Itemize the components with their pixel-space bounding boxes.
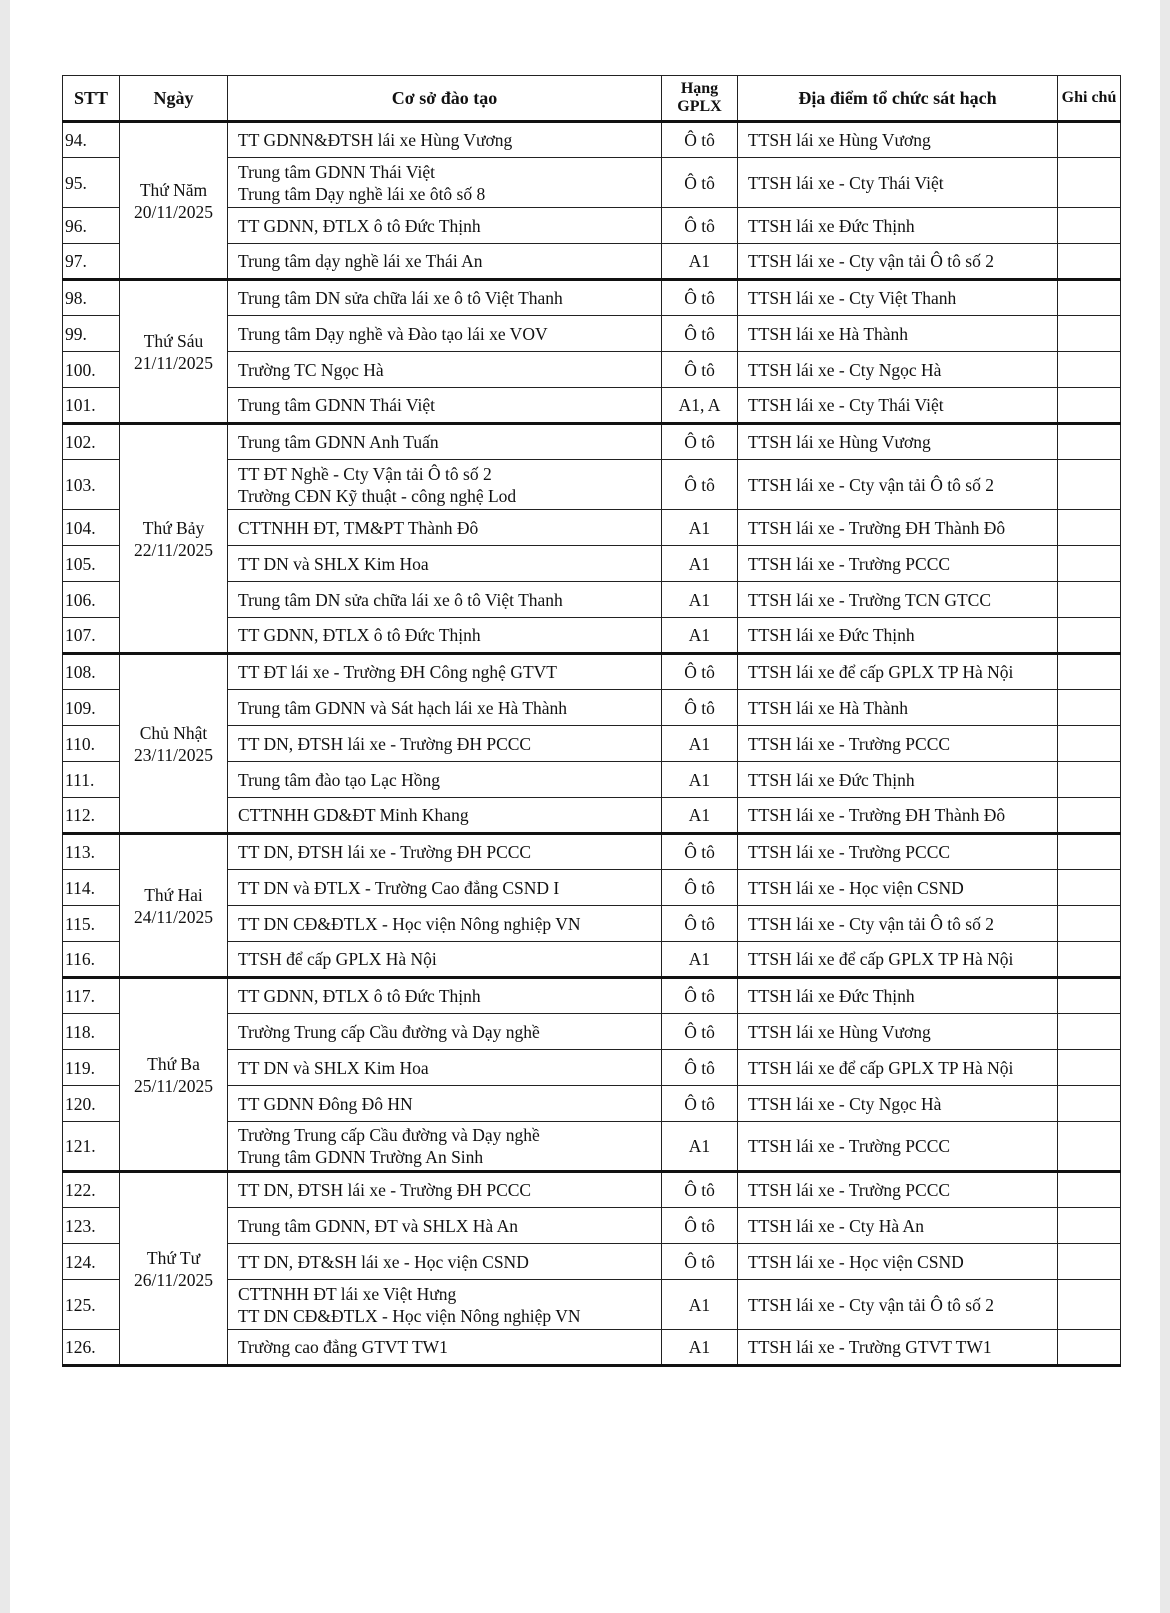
exam-location: TTSH lái xe - Cty Ngọc Hà <box>738 1086 1058 1122</box>
facility-name: Trung tâm dạy nghề lái xe Thái An <box>238 251 483 271</box>
exam-location: TTSH lái xe - Cty vận tải Ô tô số 2 <box>738 460 1058 510</box>
note-cell <box>1058 388 1121 424</box>
license-class: A1 <box>662 726 738 762</box>
table-row <box>63 834 1121 870</box>
facility-cell <box>228 618 662 654</box>
exam-location: TTSH lái xe - Trường PCCC <box>738 1172 1058 1208</box>
facility-cell <box>228 316 662 352</box>
row-stt: 94. <box>63 122 120 158</box>
exam-location: TTSH lái xe - Học viện CSND <box>738 870 1058 906</box>
note-cell <box>1058 1244 1121 1280</box>
date-label: 24/11/2025 <box>133 906 214 927</box>
note-cell <box>1058 1050 1121 1086</box>
table-body <box>63 122 1121 1366</box>
note-cell <box>1058 762 1121 798</box>
facility-name: Trung tâm GDNN Thái Việt <box>238 161 435 182</box>
license-class: A1 <box>662 244 738 280</box>
license-class: Ô tô <box>662 1086 738 1122</box>
facility-name: Trung tâm GDNN và Sát hạch lái xe Hà Thành <box>238 697 568 718</box>
license-class: Ô tô <box>662 834 738 870</box>
facility-cell <box>228 1172 662 1208</box>
day-cell <box>120 654 228 834</box>
license-class: A1 <box>662 510 738 546</box>
facility-cell <box>228 208 662 244</box>
weekday-label: Thứ Tư <box>146 1247 201 1268</box>
note-cell <box>1058 690 1121 726</box>
facility-name: CTTNHH GD&ĐT Minh Khang <box>238 805 469 825</box>
facility-name: Trung tâm Dạy nghề và Đào tạo lái xe VOV <box>238 323 548 344</box>
facility-name: Trung tâm DN sửa chữa lái xe ô tô Việt Thanh <box>238 589 563 610</box>
weekday-label: Thứ Hai <box>144 884 203 905</box>
license-class: Ô tô <box>662 316 738 352</box>
row-stt: 106. <box>63 582 120 618</box>
note-cell <box>1058 316 1121 352</box>
note-cell <box>1058 834 1121 870</box>
exam-location: TTSH lái xe - Cty vận tải Ô tô số 2 <box>738 906 1058 942</box>
facility-name: TT DN, ĐTSH lái xe - Trường ĐH PCCC <box>238 733 532 754</box>
day-cell <box>120 122 228 280</box>
note-cell <box>1058 1208 1121 1244</box>
note-cell <box>1058 906 1121 942</box>
facility-cell <box>228 726 662 762</box>
facility-name: TT DN và SHLX Kim Hoa <box>238 1057 429 1078</box>
note-cell <box>1058 158 1121 208</box>
exam-location: TTSH lái xe để cấp GPLX TP Hà Nội <box>738 942 1058 978</box>
row-stt: 123. <box>63 1208 120 1244</box>
table-row <box>63 280 1121 316</box>
exam-location: TTSH lái xe Hùng Vương <box>738 424 1058 460</box>
license-class: Ô tô <box>662 122 738 158</box>
date-label: 22/11/2025 <box>133 539 214 560</box>
row-stt: 101. <box>63 388 120 424</box>
row-stt: 108. <box>63 654 120 690</box>
day-cell <box>120 1172 228 1366</box>
facility-cell <box>228 654 662 690</box>
exam-location: TTSH lái xe Hà Thành <box>738 690 1058 726</box>
exam-location: TTSH lái xe - Trường ĐH Thành Đô <box>738 798 1058 834</box>
facility-name: TT GDNN, ĐTLX ô tô Đức Thịnh <box>238 625 481 645</box>
facility-name: Trung tâm DN sửa chữa lái xe ô tô Việt Thanh <box>238 288 563 308</box>
exam-location: TTSH lái xe - Cty Ngọc Hà <box>738 352 1058 388</box>
exam-location: TTSH lái xe - Trường ĐH Thành Đô <box>738 510 1058 546</box>
row-stt: 116. <box>63 942 120 978</box>
facility-name: TT DN CĐ&ĐTLX - Học viện Nông nghiệp VN <box>238 913 581 934</box>
facility-name: Trường Trung cấp Cầu đường và Dạy nghề <box>238 1021 540 1042</box>
day-cell <box>120 424 228 654</box>
table-row <box>63 978 1121 1014</box>
facility-name: Trung tâm GDNN Thái Việt <box>238 395 435 415</box>
exam-location: TTSH lái xe để cấp GPLX TP Hà Nội <box>738 1050 1058 1086</box>
weekday-label: Chủ Nhật <box>139 722 208 743</box>
note-cell <box>1058 942 1121 978</box>
exam-location: TTSH lái xe - Học viện CSND <box>738 1244 1058 1280</box>
facility-cell <box>228 1330 662 1366</box>
row-stt: 124. <box>63 1244 120 1280</box>
facility-name: TT DN, ĐT&SH lái xe - Học viện CSND <box>238 1251 529 1272</box>
row-stt: 118. <box>63 1014 120 1050</box>
note-cell <box>1058 618 1121 654</box>
facility-name: TT GDNN&ĐTSH lái xe Hùng Vương <box>238 130 513 150</box>
table-row <box>63 122 1121 158</box>
license-class: A1 <box>662 942 738 978</box>
license-class: A1 <box>662 1330 738 1366</box>
note-cell <box>1058 208 1121 244</box>
license-class: Ô tô <box>662 690 738 726</box>
facility-name: Trường TC Ngọc Hà <box>238 359 384 380</box>
exam-location: TTSH lái xe - Cty vận tải Ô tô số 2 <box>738 244 1058 280</box>
header-location: Địa điểm tổ chức sát hạch <box>738 76 1058 122</box>
facility-cell <box>228 582 662 618</box>
exam-location: TTSH lái xe - Trường PCCC <box>738 1122 1058 1172</box>
license-class: A1 <box>662 618 738 654</box>
facility-name: Trường cao đẳng GTVT TW1 <box>238 1337 448 1357</box>
row-stt: 109. <box>63 690 120 726</box>
table-row <box>63 654 1121 690</box>
facility-cell <box>228 870 662 906</box>
license-class: Ô tô <box>662 158 738 208</box>
facility-cell <box>228 906 662 942</box>
license-class: Ô tô <box>662 1014 738 1050</box>
license-class: A1 <box>662 798 738 834</box>
header-day: Ngày <box>120 76 228 122</box>
row-stt: 98. <box>63 280 120 316</box>
facility-name: Trường CĐN Kỹ thuật - công nghệ Lod <box>238 485 517 506</box>
note-cell <box>1058 582 1121 618</box>
facility-cell <box>228 834 662 870</box>
exam-location: TTSH lái xe - Cty Hà An <box>738 1208 1058 1244</box>
license-class: A1, A <box>662 388 738 424</box>
day-cell <box>120 280 228 424</box>
header-row <box>63 76 1121 122</box>
facility-name: TT DN và SHLX Kim Hoa <box>238 553 429 574</box>
facility-name: Trường Trung cấp Cầu đường và Dạy nghề <box>238 1125 540 1145</box>
facility-cell <box>228 1122 662 1172</box>
facility-cell <box>228 158 662 208</box>
note-cell <box>1058 654 1121 690</box>
table-row <box>63 424 1121 460</box>
facility-name: TTSH để cấp GPLX Hà Nội <box>238 949 437 969</box>
row-stt: 122. <box>63 1172 120 1208</box>
day-cell <box>120 978 228 1172</box>
facility-cell <box>228 424 662 460</box>
row-stt: 115. <box>63 906 120 942</box>
row-stt: 112. <box>63 798 120 834</box>
facility-cell <box>228 1244 662 1280</box>
facility-cell <box>228 122 662 158</box>
license-class: A1 <box>662 762 738 798</box>
facility-name: CTTNHH ĐT lái xe Việt Hưng <box>238 1283 457 1304</box>
facility-cell <box>228 1208 662 1244</box>
facility-name: TT GDNN, ĐTLX ô tô Đức Thịnh <box>238 215 481 236</box>
facility-cell <box>228 690 662 726</box>
row-stt: 110. <box>63 726 120 762</box>
exam-location: TTSH lái xe Đức Thịnh <box>738 618 1058 654</box>
facility-name: Trung tâm Dạy nghề lái xe ôtô số 8 <box>238 183 486 204</box>
exam-location: TTSH lái xe - Cty Thái Việt <box>738 388 1058 424</box>
license-class: Ô tô <box>662 424 738 460</box>
row-stt: 102. <box>63 424 120 460</box>
facility-name: Trung tâm đào tạo Lạc Hồng <box>238 769 441 790</box>
facility-cell <box>228 978 662 1014</box>
facility-name: TT ĐT Nghề - Cty Vận tải Ô tô số 2 <box>238 463 492 484</box>
facility-cell <box>228 244 662 280</box>
facility-cell <box>228 1280 662 1330</box>
facility-cell <box>228 762 662 798</box>
license-class: Ô tô <box>662 1172 738 1208</box>
day-cell <box>120 834 228 978</box>
facility-cell <box>228 942 662 978</box>
row-stt: 97. <box>63 244 120 280</box>
license-class: A1 <box>662 582 738 618</box>
row-stt: 121. <box>63 1122 120 1172</box>
facility-cell <box>228 388 662 424</box>
license-class: Ô tô <box>662 978 738 1014</box>
facility-cell <box>228 280 662 316</box>
note-cell <box>1058 424 1121 460</box>
row-stt: 103. <box>63 460 120 510</box>
license-class: Ô tô <box>662 654 738 690</box>
row-stt: 125. <box>63 1280 120 1330</box>
note-cell <box>1058 978 1121 1014</box>
facility-cell <box>228 1050 662 1086</box>
row-stt: 120. <box>63 1086 120 1122</box>
facility-name: TT DN, ĐTSH lái xe - Trường ĐH PCCC <box>238 1180 532 1200</box>
license-class: Ô tô <box>662 1050 738 1086</box>
row-stt: 114. <box>63 870 120 906</box>
note-cell <box>1058 460 1121 510</box>
note-cell <box>1058 1014 1121 1050</box>
row-stt: 117. <box>63 978 120 1014</box>
date-label: 23/11/2025 <box>133 744 214 765</box>
date-label: 26/11/2025 <box>133 1269 214 1290</box>
license-class: Ô tô <box>662 1208 738 1244</box>
row-stt: 111. <box>63 762 120 798</box>
exam-location: TTSH lái xe - Trường PCCC <box>738 726 1058 762</box>
facility-name: TT ĐT lái xe - Trường ĐH Công nghệ GTVT <box>238 662 557 682</box>
exam-location: TTSH lái xe - Trường TCN GTCC <box>738 582 1058 618</box>
note-cell <box>1058 280 1121 316</box>
exam-location: TTSH lái xe - Trường PCCC <box>738 546 1058 582</box>
weekday-label: Thứ Bảy <box>142 517 205 538</box>
note-cell <box>1058 1122 1121 1172</box>
header-note: Ghi chú <box>1058 76 1121 122</box>
facility-name: CTTNHH ĐT, TM&PT Thành Đô <box>238 517 479 538</box>
note-cell <box>1058 1172 1121 1208</box>
facility-cell <box>228 460 662 510</box>
weekday-label: Thứ Ba <box>147 1053 200 1074</box>
facility-name: TT GDNN Đông Đô HN <box>238 1093 413 1114</box>
weekday-label: Thứ Sáu <box>143 330 204 351</box>
license-class: Ô tô <box>662 906 738 942</box>
note-cell <box>1058 244 1121 280</box>
note-cell <box>1058 122 1121 158</box>
facility-cell <box>228 798 662 834</box>
header-stt: STT <box>63 76 120 122</box>
facility-cell <box>228 1086 662 1122</box>
exam-location: TTSH lái xe - Cty vận tải Ô tô số 2 <box>738 1280 1058 1330</box>
note-cell <box>1058 1086 1121 1122</box>
row-stt: 105. <box>63 546 120 582</box>
license-class: A1 <box>662 1280 738 1330</box>
row-stt: 107. <box>63 618 120 654</box>
license-class: A1 <box>662 546 738 582</box>
license-class: A1 <box>662 1122 738 1172</box>
row-stt: 100. <box>63 352 120 388</box>
exam-location: TTSH lái xe Đức Thịnh <box>738 762 1058 798</box>
license-class: Ô tô <box>662 208 738 244</box>
exam-location: TTSH lái xe - Trường PCCC <box>738 834 1058 870</box>
exam-location: TTSH lái xe Đức Thịnh <box>738 208 1058 244</box>
license-class: Ô tô <box>662 460 738 510</box>
note-cell <box>1058 726 1121 762</box>
row-stt: 99. <box>63 316 120 352</box>
note-cell <box>1058 870 1121 906</box>
header-facility: Cơ sở đào tạo <box>228 76 662 122</box>
note-cell <box>1058 1330 1121 1366</box>
facility-cell <box>228 546 662 582</box>
weekday-label: Thứ Năm <box>139 179 208 200</box>
facility-cell <box>228 352 662 388</box>
exam-location: TTSH lái xe Hùng Vương <box>738 122 1058 158</box>
exam-location: TTSH lái xe Hà Thành <box>738 316 1058 352</box>
note-cell <box>1058 510 1121 546</box>
facility-name: TT GDNN, ĐTLX ô tô Đức Thịnh <box>238 986 481 1006</box>
facility-cell <box>228 510 662 546</box>
row-stt: 113. <box>63 834 120 870</box>
exam-location: TTSH lái xe - Cty Thái Việt <box>738 158 1058 208</box>
row-stt: 104. <box>63 510 120 546</box>
facility-cell <box>228 1014 662 1050</box>
license-class: Ô tô <box>662 1244 738 1280</box>
exam-location: TTSH lái xe Hùng Vương <box>738 1014 1058 1050</box>
row-stt: 119. <box>63 1050 120 1086</box>
note-cell <box>1058 546 1121 582</box>
exam-location: TTSH lái xe Đức Thịnh <box>738 978 1058 1014</box>
header-class: Hạng GPLX <box>662 76 738 122</box>
row-stt: 126. <box>63 1330 120 1366</box>
row-stt: 95. <box>63 158 120 208</box>
license-class: Ô tô <box>662 870 738 906</box>
note-cell <box>1058 1280 1121 1330</box>
note-cell <box>1058 352 1121 388</box>
exam-schedule-table <box>62 75 1121 1367</box>
license-class: Ô tô <box>662 352 738 388</box>
exam-location: TTSH lái xe - Cty Việt Thanh <box>738 280 1058 316</box>
facility-name: Trung tâm GDNN, ĐT và SHLX Hà An <box>238 1215 518 1236</box>
facility-name: Trung tâm GDNN Trường An Sinh <box>238 1147 484 1167</box>
date-label: 21/11/2025 <box>133 352 214 373</box>
facility-name: TT DN, ĐTSH lái xe - Trường ĐH PCCC <box>238 842 532 862</box>
exam-location: TTSH lái xe - Trường GTVT TW1 <box>738 1330 1058 1366</box>
document-page <box>10 0 1160 1613</box>
facility-name: TT DN CĐ&ĐTLX - Học viện Nông nghiệp VN <box>238 1305 581 1326</box>
note-cell <box>1058 798 1121 834</box>
date-label: 25/11/2025 <box>133 1075 214 1096</box>
license-class: Ô tô <box>662 280 738 316</box>
row-stt: 96. <box>63 208 120 244</box>
facility-name: Trung tâm GDNN Anh Tuấn <box>238 432 439 452</box>
facility-name: TT DN và ĐTLX - Trường Cao đẳng CSND I <box>238 877 560 898</box>
table-row <box>63 1172 1121 1208</box>
exam-location: TTSH lái xe để cấp GPLX TP Hà Nội <box>738 654 1058 690</box>
date-label: 20/11/2025 <box>133 201 214 222</box>
